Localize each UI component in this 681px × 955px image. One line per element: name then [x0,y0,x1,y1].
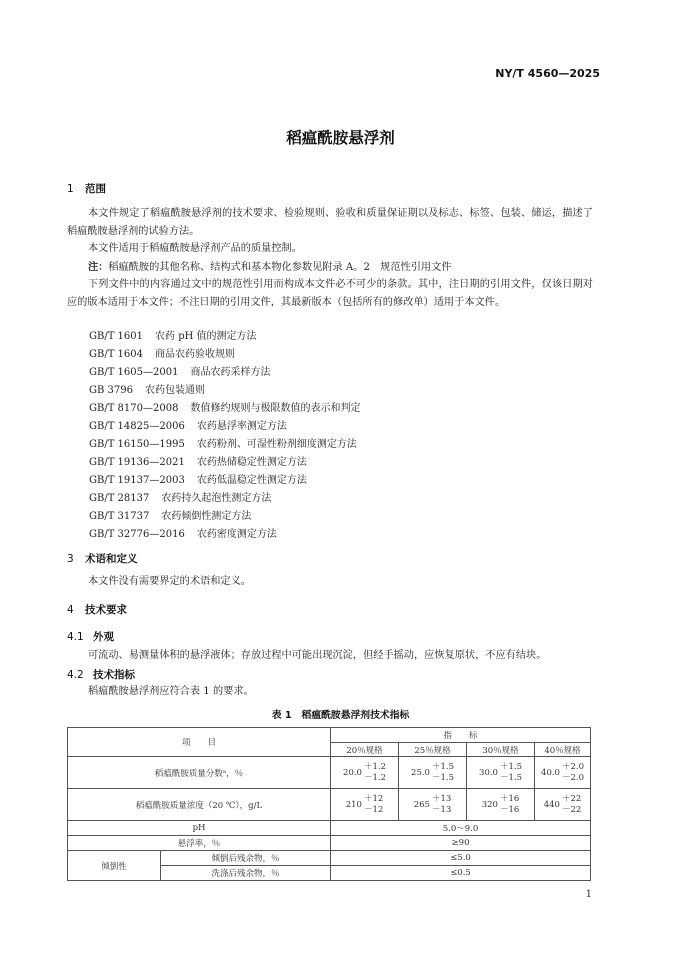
row-value: ≤0.5 [331,866,591,881]
row-group-label: 倾倒性 [68,851,161,881]
spec-header: 25％规格 [399,743,467,757]
page-number: 1 [585,889,592,900]
tolerance-cell: 320 ＋16 －16 [467,789,535,821]
row-label: 洗涤后残余物，％ [161,866,331,881]
section-number: 1 [67,183,74,195]
reference-item: GB/T 19137—2003 农药低温稳定性测定方法 [89,475,307,486]
tolerance-cell: 40.0 ＋2.0 －2.0 [535,757,591,789]
note-paragraph [67,258,593,277]
reference-item: GB/T 14825—2006 农药悬浮率测定方法 [89,421,287,432]
section-1-heading [67,181,106,196]
reference-item: GB 3796 农药包装通则 [89,385,205,396]
reference-item: GB/T 1605—2001 商品农药采样方法 [89,367,271,378]
section-4-2-heading: 4.2 技术指标 [67,669,135,681]
table-row [68,821,591,836]
appearance-paragraph: 可流动、易测量体积的悬浮液体；存放过程中可能出现沉淀，但经手摇动，应恢复原状，不应有结块。 [88,650,547,661]
tolerance-cell: 20.0 ＋1.2 －1.2 [331,757,399,789]
section-4-1-heading: 4.1 外观 [67,631,114,643]
reference-item: GB/T 19136—2021 农药热储稳定性测定方法 [89,457,307,468]
header-item: 项 目 [68,728,331,757]
section-4-heading: 4 技术要求 [67,604,127,616]
tolerance-cell: 30.0 ＋1.5 －1.5 [467,757,535,789]
reference-item: GB/T 8170—2008 数值修约规则与极限数值的表示和判定 [89,403,361,414]
tolerance-cell: 25.0 ＋1.5 －1.5 [399,757,467,789]
applicability-paragraph: 本文件适用于稻瘟酰胺悬浮剂产品的质量控制。 [88,243,302,254]
note-label: 注： [88,261,109,273]
section-title: 范围 [85,183,106,195]
page-title: 稻瘟酰胺悬浮剂 [286,129,395,147]
spec-table [67,727,591,881]
row-label: 稻瘟酰胺质量分数ᵃ，％ [68,757,331,789]
spec-header: 20％规格 [331,743,399,757]
reference-item: GB/T 31737 农药倾倒性测定方法 [89,511,252,522]
section-3-heading: 3 术语和定义 [67,553,138,565]
row-label: pH [68,821,331,836]
table-row [68,836,591,851]
reference-item: GB/T 32776—2016 农药密度测定方法 [89,529,277,540]
reference-item: GB/T 28137 农药持久起泡性测定方法 [89,493,272,504]
indicators-paragraph: 稻瘟酰胺悬浮剂应符合表 1 的要求。 [88,686,254,697]
row-value: 5.0～9.0 [331,821,591,836]
row-label: 倾倒后残余物，％ [161,851,331,866]
spec-header: 40％规格 [535,743,591,757]
table-row [68,789,591,821]
reference-item: GB/T 16150—1995 农药粉剂、可湿性粉剂细度测定方法 [89,439,357,450]
terms-paragraph: 本文件没有需要界定的术语和定义。 [88,576,251,587]
table-row [68,851,591,866]
tolerance-cell: 440 ＋22 －22 [535,789,591,821]
note-text: 稻瘟酰胺的其他名称、结构式和基本物化参数见附录 A。2 规范性引用文件 [108,262,452,273]
tolerance-cell: 210 ＋12 －12 [331,789,399,821]
row-value: ≤5.0 [331,851,591,866]
table-row [68,757,591,789]
row-label: 悬浮率，％ [68,836,331,851]
tolerance-cell: 265 ＋13 －13 [399,789,467,821]
header-index: 指 标 [331,728,591,743]
table-caption: 表 1 稻瘟酰胺悬浮剂技术指标 [271,710,410,721]
scope-paragraph: 本文件规定了稻瘟酰胺悬浮剂的技术要求、检验规则、验收和质量保证期以及标志、标签、包装、储运，描述了稻瘟酰胺悬浮剂的试验方法。 [67,208,593,237]
row-label: 稻瘟酰胺质量浓度（20 ℃），g/L [68,789,331,821]
normative-references-paragraph: 下列文件中的内容通过文中的规范性引用而构成本文件必不可少的条款。其中，注日期的引用文件，仅该日期对应的版本适用于本文件；不注日期的引用文件，其最新版本（包括所有的修改单）适用于本文件。 [67,279,593,308]
row-value: ≥90 [331,836,591,851]
reference-item: GB/T 1604 商品农药验收规则 [89,349,236,360]
reference-item: GB/T 1601 农药 pH 值的测定方法 [89,331,257,342]
doc-code: NY/T 4560—2025 [495,67,600,80]
spec-header: 30％规格 [467,743,535,757]
